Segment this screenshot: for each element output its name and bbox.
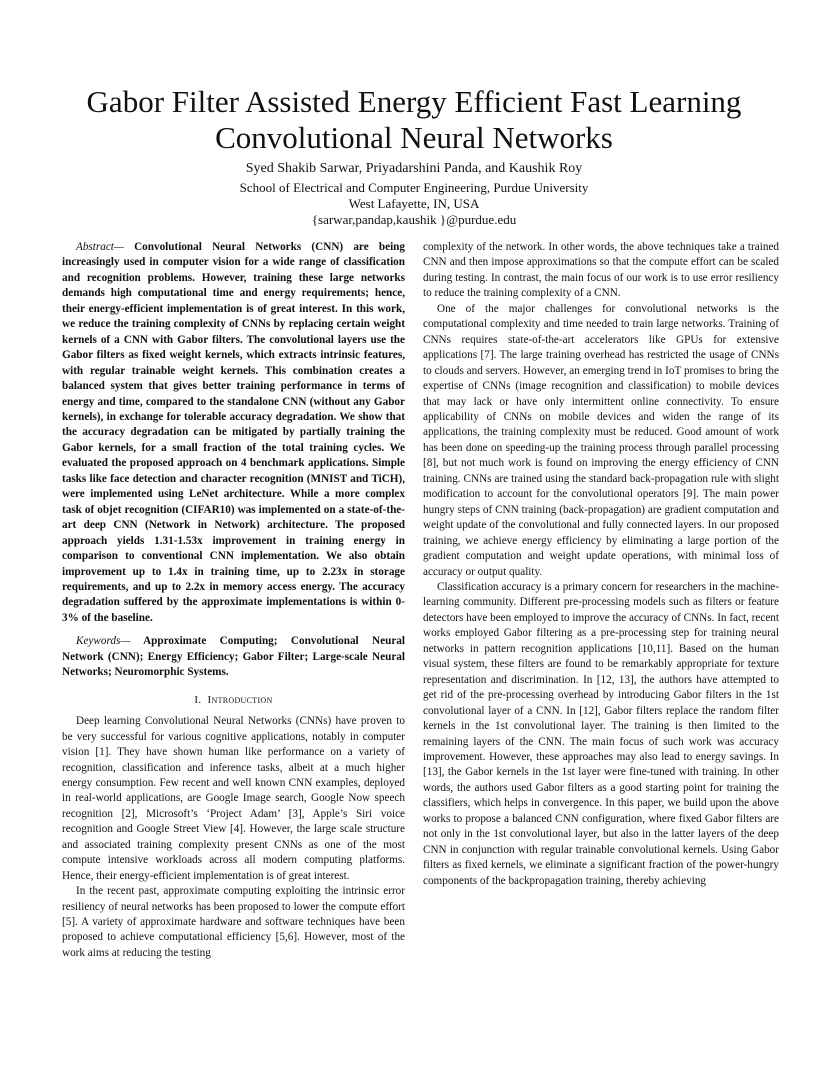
body-paragraph: complexity of the network. In other words, the above techniques take a trained CNN and then impose approximations so that the compute effort can be scaled during testing. In contrast, the main focus of our work is to use error resiliency to reduce the training complexity of a CNN. bbox=[423, 241, 779, 300]
section-heading-introduction bbox=[62, 693, 405, 708]
left-column bbox=[62, 240, 405, 961]
author-emails: {sarwar,pandap,kaushik }@purdue.edu bbox=[311, 212, 517, 227]
right-column bbox=[423, 240, 779, 889]
keywords-text: Approximate Computing; Convolutional Neural Network (CNN); Energy Efficiency; Gabor Filter; Large-scale Neural Networks; Neuromorphic Systems. bbox=[62, 635, 405, 679]
body-paragraph: Deep learning Convolutional Neural Networks (CNNs) have proven to be very successful for various cognitive applications, notably in computer vision [1]. They have shown human like performance on a variety of recognition, classification and inference tasks, albeit at a much higher energy consumption. Few recent and well known CNN examples, deployed in real-world applications, are Google Image search, Google Now speech recognition [2], Microsoft’s ‘Project Adam’ [3], Apple’s Siri voice recognition and Google Street View [4]. However, the large scale structure and associated training complexity present CNNs as one of the most compute intensive workloads across all modern computing platforms. Hence, their energy-efficient implementation is of great interest. bbox=[62, 715, 405, 882]
abstract-text: Convolutional Neural Networks (CNN) are being increasingly used in computer vision for a wide range of classification and recognition problems. However, training these large networks demands high computational time and energy requirements; hence, their energy-efficient implementation is of great interest. In this work, we reduce the training complexity of CNNs by replacing certain weight kernels of a CNN with Gabor filters. The convolutional layers use the Gabor filters as fixed weight kernels, which extracts intrinsic features, with regular trainable weight kernels. This combination creates a balanced system that gives better training performance in terms of energy and time, compared to the standalone CNN (without any Gabor kernels), in exchange for tolerable accuracy degradation. We show that the accuracy degradation can be mitigated by partially training the Gabor kernels, for a small fraction of the total training cycles. We evaluated the proposed approach on 4 benchmark applications. Simple tasks like face detection and character recognition (MNIST and TiCH), were implemented using LeNet architecture. While a more complex task of objet recognition (CIFAR10) was implemented on a state-of-the-art deep CNN (Network in Network) architecture. The proposed approach yields 1.31-1.53x improvement in training energy in comparison to conventional CNN implementation. We also obtain improvement up to 1.4x in training time, up to 2.23x in storage requirements, and up to 2.2x in memory access energy. The accuracy degradation suffered by the approximate implementations is within 0-3% of the baseline. bbox=[62, 241, 405, 624]
paper-title: Gabor Filter Assisted Energy Efficient Fast Learning Convolutional Neural Networks bbox=[86, 84, 742, 155]
author-list: Syed Shakib Sarwar, Priyadarshini Panda, and Kaushik Roy bbox=[245, 161, 583, 176]
body-paragraph: In the recent past, approximate computing exploiting the intrinsic error resiliency of neural networks has been proposed to lower the compute effort [5]. A variety of approximate hardware and software techniques have been proposed to achieve computational efficiency [5,6]. However, most of the work aims at reducing the testing bbox=[62, 885, 405, 959]
keywords-lead: Keywords bbox=[76, 635, 121, 648]
section-title: Introduction bbox=[207, 693, 273, 706]
body-paragraph: Classification accuracy is a primary concern for researchers in the machine-learning community. Different pre-processing models such as filters or feature detectors have been employed to improve the accuracy of CNNs. In fact, recent works employed Gabor filtering as a pre-processing step for training neural networks in pattern recognition applications [10,11]. Based on the human visual system, these filters are found to be remarkably appropriate for texture representation and discrimination. In [12, 13], the authors have attempted to get rid of the pre-processing overhead by introducing Gabor filters in the 1st convolutional layer of a CNN. In [12], Gabor filters replace the random filter kernels in the 1st convolutional layer. The training is then limited to the remaining layers of the CNN. The main focus of such work was accuracy improvement. However, these approaches may also lead to energy savings. In [13], the Gabor kernels in the 1st layer were fine-tuned with training. In other words, the authors used Gabor filters as a good starting point for training the classifiers, which helps in convergence. In this paper, we build upon the above works to propose a balanced CNN configuration, where fixed Gabor filters are not only in the 1st convolutional layer, but also in the latter layers of the deep CNN in conjunction with regular trainable convolutional kernels. Using Gabor filters as fixed kernels, we eliminate a significant fraction of the power-hungry components of the backpropagation training, thereby achieving bbox=[423, 580, 779, 887]
keywords: Keywords— Approximate Computing; Convolutional Neural Network (CNN); Energy Efficiency; Gabor Filter; Large-scale Neural Networks; Neuromorphic Systems. bbox=[62, 635, 405, 679]
abstract: Abstract— Convolutional Neural Networks (CNN) are being increasingly used in computer vision for a wide range of classification and recognition problems. However, training these large networks demands high computational time and energy requirements; hence, their energy-efficient implementation is of great interest. In this work, we reduce the training complexity of CNNs by replacing certain weight kernels of a CNN with Gabor filters. The convolutional layers use the Gabor filters as fixed weight kernels, which extracts intrinsic features, with regular trainable weight kernels. This combination creates a balanced system that gives better training performance in terms of energy and time, compared to the standalone CNN (without any Gabor kernels), in exchange for tolerable accuracy degradation. We show that the accuracy degradation can be mitigated by partially training the Gabor kernels, for a small fraction of the total training cycles. We evaluated the proposed approach on 4 benchmark applications. Simple tasks like face detection and character recognition (MNIST and TiCH), were implemented using LeNet architecture. While a more complex task of objet recognition (CIFAR10) was implemented on a state-of-the-art deep CNN (Network in Network) architecture. The proposed approach yields 1.31-1.53x improvement in training energy in comparison to conventional CNN implementation. We also obtain improvement up to 1.4x in training time, up to 2.23x in storage requirements, and up to 2.2x in memory access energy. The accuracy degradation suffered by the approximate implementations is within 0-3% of the baseline. bbox=[62, 241, 405, 624]
body-paragraph: One of the major challenges for convolutional networks is the computational complexity and time needed to train large networks. Training of CNNs requires state-of-the-art accelerators like GPUs for extensive applications [7]. The large training overhead has restricted the usage of CNNs to clouds and servers. However, an emerging trend in IoT promises to bring the expertise of CNNs (image recognition and classification) to mobile devices that may lack or have only intermittent online connectivity. To ensure applicability of CNNs on mobile devices and widen the range of its applications, the training complexity must be reduced. Good amount of work has been done on speeding-up the training process through parallel processing [8], but not much work is found on improving the energy efficiency of CNN training. CNNs are trained using the standard back-propagation rule with slight modification to account for the convolutional operators [9]. The main power hungry steps of CNN training (back-propagation) are gradient computation and weight update of the convolutional and fully connected layers. In our proposed training, we achieve energy efficiency by eliminating a large portion of the gradient computation and weight update operations, with minimal loss of accuracy or output quality. bbox=[423, 302, 779, 578]
affiliation: School of Electrical and Computer Engineering, Purdue University bbox=[239, 180, 589, 195]
section-number: I. bbox=[194, 693, 202, 706]
abstract-lead: Abstract bbox=[76, 241, 114, 253]
location: West Lafayette, IN, USA bbox=[348, 196, 480, 211]
